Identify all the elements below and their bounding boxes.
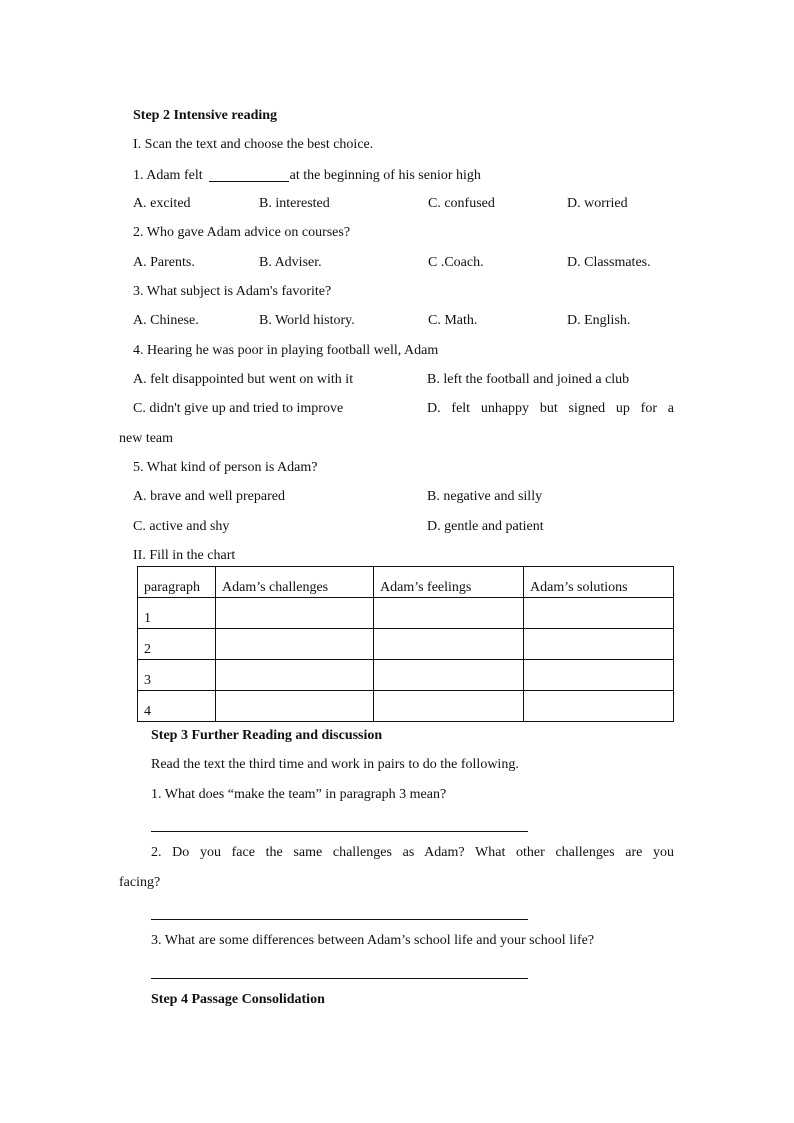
paragraph-number: 3 [138, 660, 216, 691]
table-row [138, 598, 674, 629]
q2-option-a: A. Parents. [133, 255, 195, 270]
q5-option-a: A. brave and well prepared [133, 489, 285, 504]
part1-instruction: I. Scan the text and choose the best choice. [133, 137, 374, 152]
part2-instruction: II. Fill in the chart [133, 548, 236, 563]
header-feelings: Adam’s feelings [374, 567, 524, 598]
feelings-cell[interactable] [374, 629, 524, 660]
answer-line[interactable] [151, 831, 528, 832]
step3-question-1: 1. What does “make the team” in paragraph 3 mean? [151, 787, 447, 802]
q3-option-a: A. Chinese. [133, 313, 199, 328]
q1-option-b: B. interested [259, 196, 330, 211]
header-solutions: Adam’s solutions [524, 567, 674, 598]
paragraph-number: 2 [138, 629, 216, 660]
feelings-cell[interactable] [374, 691, 524, 722]
step3-question-2: 2. Do you face the same challenges as Adam? What other challenges are you [151, 845, 674, 860]
q4-option-d-continued: new team [119, 431, 174, 446]
header-paragraph: paragraph [138, 567, 216, 598]
challenges-cell[interactable] [216, 629, 374, 660]
fill-in-chart [137, 566, 674, 722]
challenges-cell[interactable] [216, 660, 374, 691]
q2-option-b: B. Adviser. [259, 255, 322, 270]
question-3: 3. What subject is Adam's favorite? [133, 284, 332, 299]
step4-heading: Step 4 Passage Consolidation [151, 992, 325, 1007]
q1-option-c: C. confused [428, 196, 495, 211]
q5-option-c: C. active and shy [133, 519, 230, 534]
q4-option-b: B. left the football and joined a club [427, 372, 630, 387]
answer-blank[interactable] [209, 167, 289, 182]
q1-option-a: A. excited [133, 196, 191, 211]
q5-option-b: B. negative and silly [427, 489, 543, 504]
challenges-cell[interactable] [216, 598, 374, 629]
challenges-cell[interactable] [216, 691, 374, 722]
q3-option-d: D. English. [567, 313, 631, 328]
step3-instruction: Read the text the third time and work in pairs to do the following. [151, 757, 519, 772]
paragraph-number: 1 [138, 598, 216, 629]
q2-option-c: C .Coach. [428, 255, 484, 270]
table-row [138, 691, 674, 722]
question-1-stem-end: at the beginning of his senior high [289, 168, 481, 183]
step3-heading: Step 3 Further Reading and discussion [151, 728, 383, 743]
question-1 [133, 167, 481, 184]
q4-option-a: A. felt disappointed but went on with it [133, 372, 354, 387]
solutions-cell[interactable] [524, 660, 674, 691]
q4-option-d: D. felt unhappy but signed up for a [427, 401, 674, 416]
q5-option-d: D. gentle and patient [427, 519, 544, 534]
q1-option-d: D. worried [567, 196, 628, 211]
step2-heading: Step 2 Intensive reading [133, 108, 278, 123]
question-1-stem: 1. Adam felt [133, 168, 203, 183]
question-5: 5. What kind of person is Adam? [133, 460, 318, 475]
solutions-cell[interactable] [524, 598, 674, 629]
question-4: 4. Hearing he was poor in playing football well, Adam [133, 343, 439, 358]
header-challenges: Adam’s challenges [216, 567, 374, 598]
answer-line[interactable] [151, 978, 528, 979]
paragraph-number: 4 [138, 691, 216, 722]
question-2: 2. Who gave Adam advice on courses? [133, 225, 351, 240]
solutions-cell[interactable] [524, 629, 674, 660]
feelings-cell[interactable] [374, 598, 524, 629]
feelings-cell[interactable] [374, 660, 524, 691]
q3-option-c: C. Math. [428, 313, 478, 328]
answer-line[interactable] [151, 919, 528, 920]
q2-option-d: D. Classmates. [567, 255, 651, 270]
q3-option-b: B. World history. [259, 313, 355, 328]
table-row [138, 660, 674, 691]
chart-header-row [138, 567, 674, 598]
table-row [138, 629, 674, 660]
step3-question-3: 3. What are some differences between Adam’s school life and your school life? [151, 933, 595, 948]
q4-option-c: C. didn't give up and tried to improve [133, 401, 344, 416]
solutions-cell[interactable] [524, 691, 674, 722]
step3-question-2-continued: facing? [119, 875, 161, 890]
